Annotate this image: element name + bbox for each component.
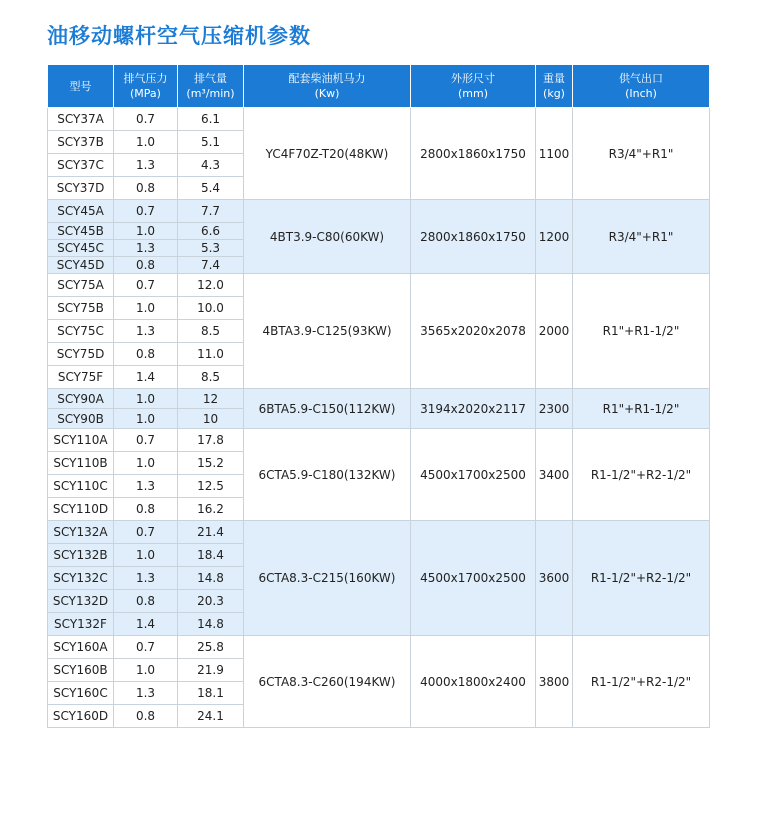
dimensions-cell: 4000x1800x2400: [411, 636, 536, 728]
flow-cell: 11.0: [178, 343, 244, 366]
flow-cell: 6.6: [178, 223, 244, 240]
pressure-cell: 1.0: [114, 131, 178, 154]
model-cell: SCY75C: [48, 320, 114, 343]
col-header-flow: [178, 65, 244, 108]
col-header-dimensions: [411, 65, 536, 108]
flow-cell: 5.4: [178, 177, 244, 200]
flow-cell: 7.4: [178, 257, 244, 274]
table-row: [48, 389, 710, 409]
model-group: [48, 389, 710, 429]
flow-cell: 10.0: [178, 297, 244, 320]
pressure-cell: 1.0: [114, 389, 178, 409]
outlet-cell: R1"+R1-1/2": [573, 274, 710, 389]
engine-cell: 6BTA5.9-C150(112KW): [244, 389, 411, 429]
col-header-model: [48, 65, 114, 108]
col-header-outlet: [573, 65, 710, 108]
table-row: [48, 274, 710, 297]
model-cell: SCY110C: [48, 475, 114, 498]
col-header-text: 配套柴油机马力: [288, 72, 366, 85]
model-cell: SCY45B: [48, 223, 114, 240]
pressure-cell: 0.8: [114, 343, 178, 366]
pressure-cell: 1.0: [114, 223, 178, 240]
table-row: [48, 108, 710, 131]
col-header-text: 供气出口: [619, 72, 663, 85]
weight-cell: 2000: [536, 274, 573, 389]
model-group: [48, 521, 710, 636]
pressure-cell: 0.7: [114, 429, 178, 452]
dimensions-cell: 2800x1860x1750: [411, 200, 536, 274]
flow-cell: 4.3: [178, 154, 244, 177]
model-cell: SCY75A: [48, 274, 114, 297]
model-cell: SCY160C: [48, 682, 114, 705]
pressure-cell: 0.8: [114, 257, 178, 274]
flow-cell: 12: [178, 389, 244, 409]
model-group: [48, 429, 710, 521]
model-cell: SCY37B: [48, 131, 114, 154]
dimensions-cell: 2800x1860x1750: [411, 108, 536, 200]
flow-cell: 12.0: [178, 274, 244, 297]
flow-cell: 18.1: [178, 682, 244, 705]
outlet-cell: R1"+R1-1/2": [573, 389, 710, 429]
pressure-cell: 0.8: [114, 498, 178, 521]
model-cell: SCY160A: [48, 636, 114, 659]
flow-cell: 5.1: [178, 131, 244, 154]
outlet-cell: R1-1/2"+R2-1/2": [573, 521, 710, 636]
pressure-cell: 1.3: [114, 154, 178, 177]
outlet-cell: R1-1/2"+R2-1/2": [573, 636, 710, 728]
flow-cell: 24.1: [178, 705, 244, 728]
weight-cell: 3600: [536, 521, 573, 636]
outlet-cell: R3/4"+R1": [573, 200, 710, 274]
flow-cell: 21.4: [178, 521, 244, 544]
model-cell: SCY45A: [48, 200, 114, 223]
flow-cell: 15.2: [178, 452, 244, 475]
model-group: [48, 200, 710, 274]
col-header-unit: (Inch): [625, 87, 657, 100]
pressure-cell: 0.7: [114, 274, 178, 297]
pressure-cell: 1.3: [114, 475, 178, 498]
pressure-cell: 0.7: [114, 108, 178, 131]
col-header-unit: (MPa): [130, 87, 161, 100]
col-header-unit: (kg): [543, 87, 565, 100]
flow-cell: 6.1: [178, 108, 244, 131]
weight-cell: 1200: [536, 200, 573, 274]
pressure-cell: 1.3: [114, 567, 178, 590]
model-cell: SCY132B: [48, 544, 114, 567]
flow-cell: 20.3: [178, 590, 244, 613]
model-cell: SCY75D: [48, 343, 114, 366]
model-cell: SCY110A: [48, 429, 114, 452]
engine-cell: 6CTA8.3-C260(194KW): [244, 636, 411, 728]
model-cell: SCY110B: [48, 452, 114, 475]
model-cell: SCY45D: [48, 257, 114, 274]
weight-cell: 2300: [536, 389, 573, 429]
pressure-cell: 0.7: [114, 521, 178, 544]
flow-cell: 17.8: [178, 429, 244, 452]
model-cell: SCY160D: [48, 705, 114, 728]
col-header-text: 排气量: [194, 72, 227, 85]
flow-cell: 25.8: [178, 636, 244, 659]
pressure-cell: 1.0: [114, 544, 178, 567]
engine-cell: 4BTA3.9-C125(93KW): [244, 274, 411, 389]
col-header-unit: (m³/min): [186, 87, 235, 100]
model-cell: SCY132D: [48, 590, 114, 613]
model-cell: SCY45C: [48, 240, 114, 257]
model-cell: SCY37A: [48, 108, 114, 131]
pressure-cell: 1.4: [114, 366, 178, 389]
pressure-cell: 1.3: [114, 320, 178, 343]
flow-cell: 5.3: [178, 240, 244, 257]
weight-cell: 1100: [536, 108, 573, 200]
col-header-text: 重量: [543, 72, 565, 85]
model-cell: SCY132A: [48, 521, 114, 544]
model-cell: SCY132C: [48, 567, 114, 590]
table-header: [48, 65, 710, 108]
model-cell: SCY110D: [48, 498, 114, 521]
weight-cell: 3400: [536, 429, 573, 521]
model-cell: SCY37D: [48, 177, 114, 200]
table-row: [48, 521, 710, 544]
pressure-cell: 1.3: [114, 240, 178, 257]
col-header-unit: (Kw): [314, 87, 340, 100]
flow-cell: 8.5: [178, 320, 244, 343]
flow-cell: 14.8: [178, 613, 244, 636]
engine-cell: 6CTA8.3-C215(160KW): [244, 521, 411, 636]
outlet-cell: R1-1/2"+R2-1/2": [573, 429, 710, 521]
pressure-cell: 1.3: [114, 682, 178, 705]
model-cell: SCY75B: [48, 297, 114, 320]
engine-cell: 6CTA5.9-C180(132KW): [244, 429, 411, 521]
col-header-text: 型号: [69, 79, 92, 93]
weight-cell: 3800: [536, 636, 573, 728]
pressure-cell: 0.8: [114, 705, 178, 728]
flow-cell: 14.8: [178, 567, 244, 590]
pressure-cell: 1.0: [114, 409, 178, 429]
model-cell: SCY160B: [48, 659, 114, 682]
dimensions-cell: 4500x1700x2500: [411, 429, 536, 521]
flow-cell: 16.2: [178, 498, 244, 521]
pressure-cell: 1.4: [114, 613, 178, 636]
table-row: [48, 429, 710, 452]
pressure-cell: 0.7: [114, 200, 178, 223]
model-cell: SCY75F: [48, 366, 114, 389]
engine-cell: YC4F70Z-T20(48KW): [244, 108, 411, 200]
table-row: [48, 636, 710, 659]
spec-table: [47, 64, 710, 728]
flow-cell: 10: [178, 409, 244, 429]
header-row: [48, 65, 710, 108]
col-header-text: 外形尺寸: [451, 72, 495, 85]
pressure-cell: 1.0: [114, 659, 178, 682]
col-header-text: 排气压力: [123, 72, 168, 85]
dimensions-cell: 3194x2020x2117: [411, 389, 536, 429]
model-group: [48, 108, 710, 200]
outlet-cell: R3/4"+R1": [573, 108, 710, 200]
flow-cell: 21.9: [178, 659, 244, 682]
pressure-cell: 0.7: [114, 636, 178, 659]
col-header-pressure: [114, 65, 178, 108]
dimensions-cell: 4500x1700x2500: [411, 521, 536, 636]
pressure-cell: 0.8: [114, 590, 178, 613]
flow-cell: 8.5: [178, 366, 244, 389]
pressure-cell: 1.0: [114, 297, 178, 320]
engine-cell: 4BT3.9-C80(60KW): [244, 200, 411, 274]
page-title: 油移动螺杆空气压缩机参数: [47, 24, 311, 48]
model-cell: SCY90A: [48, 389, 114, 409]
model-cell: SCY37C: [48, 154, 114, 177]
table-row: [48, 200, 710, 223]
model-cell: SCY132F: [48, 613, 114, 636]
col-header-engine: [244, 65, 411, 108]
pressure-cell: 1.0: [114, 452, 178, 475]
pressure-cell: 0.8: [114, 177, 178, 200]
col-header-weight: [536, 65, 573, 108]
col-header-unit: (mm): [457, 87, 488, 100]
dimensions-cell: 3565x2020x2078: [411, 274, 536, 389]
flow-cell: 18.4: [178, 544, 244, 567]
flow-cell: 7.7: [178, 200, 244, 223]
model-group: [48, 274, 710, 389]
model-group: [48, 636, 710, 728]
flow-cell: 12.5: [178, 475, 244, 498]
model-cell: SCY90B: [48, 409, 114, 429]
